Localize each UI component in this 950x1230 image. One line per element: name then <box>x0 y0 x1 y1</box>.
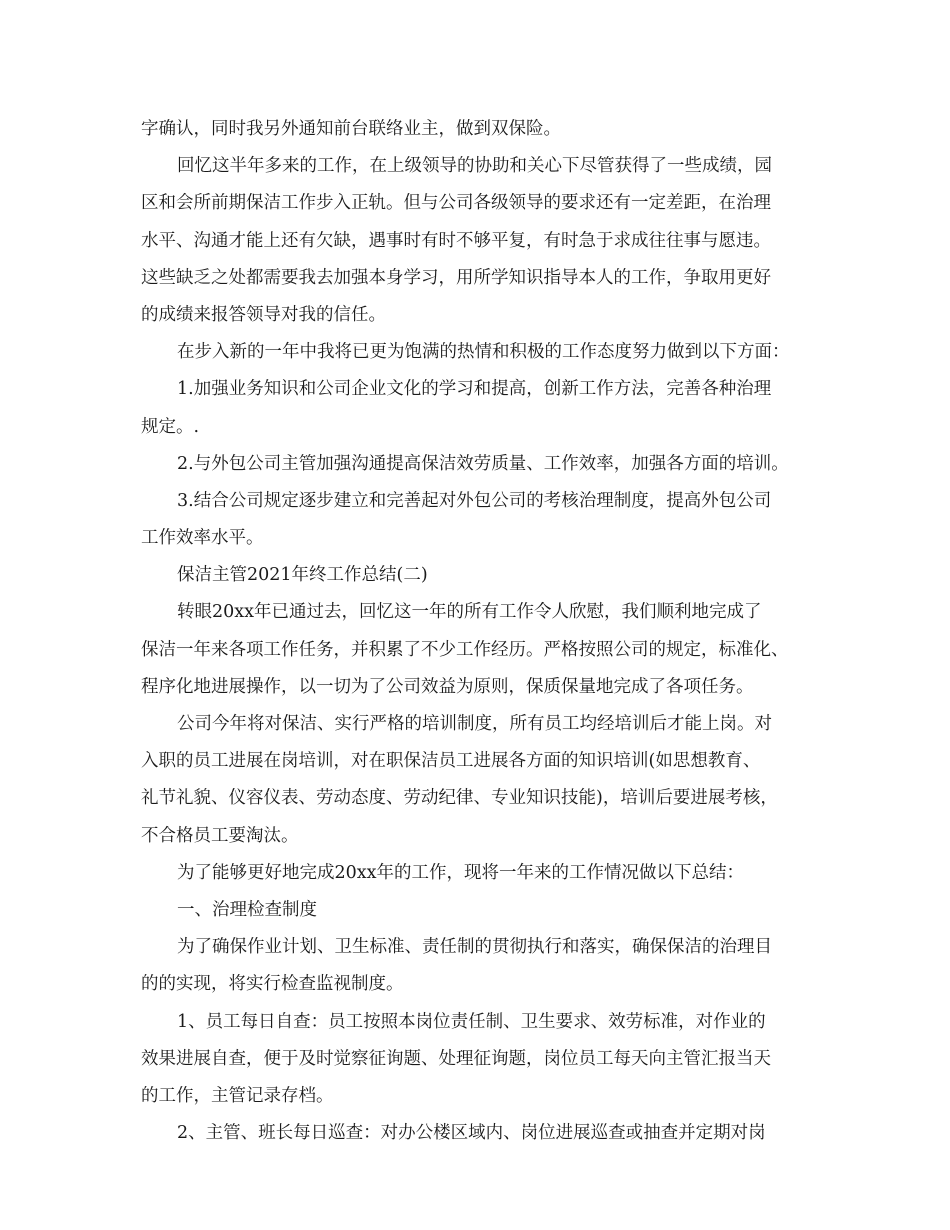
text-line: 3.结合公司规定逐步建立和完善起对外包公司的考核治理制度，提高外包公司 <box>177 490 772 511</box>
text-line: 1.加强业务知识和公司企业文化的学习和提高，创新工作方法，完善各种治理 <box>177 379 772 400</box>
text-line: 规定。. <box>141 416 200 437</box>
text-line: 字确认，同时我另外通知前台联络业主，做到双保险。 <box>141 119 561 139</box>
document-body <box>141 111 831 1152</box>
text-line: 的工作，主管记录存档。 <box>141 1085 334 1106</box>
text-line: 效果进展自查，便于及时觉察征询题、处理征询题，岗位员工每天向主管汇报当天 <box>141 1048 771 1069</box>
text-line: 为了确保作业计划、卫生标准、责任制的贯彻执行和落实，确保保洁的治理目 <box>177 937 772 958</box>
text-line: 礼节礼貌、仪容仪表、劳动态度、劳动纪律、专业知识技能)，培训后要进展考核， <box>141 788 778 809</box>
text-line: 公司今年将对保洁、实行严格的培训制度，所有员工均经培训后才能上岗。对 <box>177 714 772 734</box>
text-line: 保洁一年来各项工作任务，并积累了不少工作经历。严格按照公司的规定，标准化、 <box>141 639 789 660</box>
text-line: 水平、沟通才能上还有欠缺，遇事时有时不够平复，有时急于求成往往事与愿违。 <box>141 230 771 251</box>
text-line: 一、治理检查制度 <box>177 899 317 920</box>
text-line: 为了能够更好地完成20xx年的工作，现将一年来的工作情况做以下总结： <box>177 862 745 883</box>
text-line: 入职的员工进展在岗培训，对在职保洁员工进展各方面的知识培训(如思想教育、 <box>141 751 761 772</box>
text-line: 区和会所前期保洁工作步入正轨。但与公司各级领导的要求还有一定差距，在治理 <box>141 193 771 214</box>
text-line: 不合格员工要淘汰。 <box>141 825 299 846</box>
text-line: 的的实现，将实行检查监视制度。 <box>141 974 404 995</box>
text-line: 转眼20xx年已通过去，回忆这一年的所有工作令人欣慰，我们顺利地完成了 <box>177 602 762 623</box>
text-line: 程序化地进展操作，以一切为了公司效益为原则，保质保量地完成了各项任务。 <box>141 676 754 697</box>
text-line: 这些缺乏之处都需要我去加强本身学习，用所学知识指导本人的工作，争取用更好 <box>141 267 771 288</box>
text-line: 的成绩来报答领导对我的信任。 <box>141 304 386 325</box>
text-line: 保洁主管2021年终工作总结(二) <box>177 565 428 586</box>
text-line: 回忆这半年多来的工作，在上级领导的协助和关心下尽管获得了一些成绩，园 <box>177 156 772 177</box>
text-line: 工作效率水平。 <box>141 528 264 549</box>
text-line: 1、员工每日自查：员工按照本岗位责任制、卫生要求、效劳标准，对作业的 <box>177 1011 766 1032</box>
text-line: 2、主管、班长每日巡查：对办公楼区域内、岗位进展巡查或抽查并定期对岗 <box>177 1123 766 1144</box>
text-line: 在步入新的一年中我将已更为饱满的热情和积极的工作态度努力做到以下方面： <box>177 342 790 363</box>
text-line: 2.与外包公司主管加强沟通提高保洁效劳质量、工作效率，加强各方面的培训。 <box>177 453 789 474</box>
